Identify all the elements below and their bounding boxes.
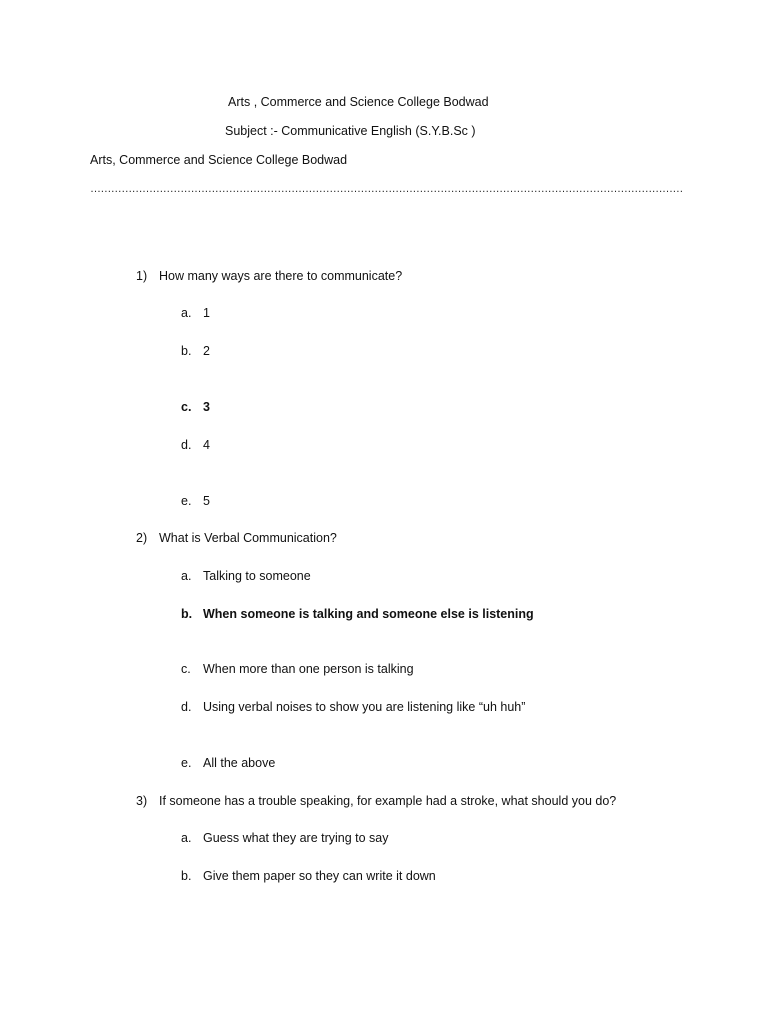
option-letter-correct: c. <box>181 400 192 414</box>
option-text: 4 <box>203 438 210 452</box>
option-letter: e. <box>181 494 192 508</box>
option-text: 5 <box>203 494 210 508</box>
dotted-separator: ……………………………………………………………………………………………………………………………………………………… <box>90 183 683 195</box>
option-letter: e. <box>181 756 192 770</box>
question-text: If someone has a trouble speaking, for example had a stroke, what should you do? <box>159 794 617 808</box>
option-text: All the above <box>203 756 276 770</box>
question-number: 2) <box>136 531 148 545</box>
question-number: 3) <box>136 794 148 808</box>
option-letter: d. <box>181 700 192 714</box>
option-text: 2 <box>203 344 210 358</box>
subject-title: Subject :- Communicative English (S.Y.B.Sc ) <box>225 124 476 138</box>
option-letter: a. <box>181 569 192 583</box>
college-title-secondary: Arts, Commerce and Science College Bodwad <box>90 153 348 167</box>
question-text: What is Verbal Communication? <box>159 531 337 545</box>
option-text: When more than one person is talking <box>203 662 414 676</box>
option-text: Give them paper so they can write it down <box>203 869 436 883</box>
question-number: 1) <box>136 269 148 283</box>
option-letter: c. <box>181 662 191 676</box>
option-text-correct: When someone is talking and someone else is listening <box>203 607 534 621</box>
option-text: Using verbal noises to show you are listening like “uh huh” <box>203 700 526 714</box>
option-text-correct: 3 <box>203 400 210 414</box>
option-letter-correct: b. <box>181 607 193 621</box>
option-letter: a. <box>181 831 192 845</box>
option-text: 1 <box>203 306 210 320</box>
option-letter: b. <box>181 344 192 358</box>
option-text: Guess what they are trying to say <box>203 831 389 845</box>
option-letter: b. <box>181 869 192 883</box>
option-letter: a. <box>181 306 192 320</box>
college-title: Arts , Commerce and Science College Bodwad <box>228 95 489 109</box>
option-text: Talking to someone <box>203 569 311 583</box>
option-letter: d. <box>181 438 192 452</box>
question-text: How many ways are there to communicate? <box>159 269 403 283</box>
